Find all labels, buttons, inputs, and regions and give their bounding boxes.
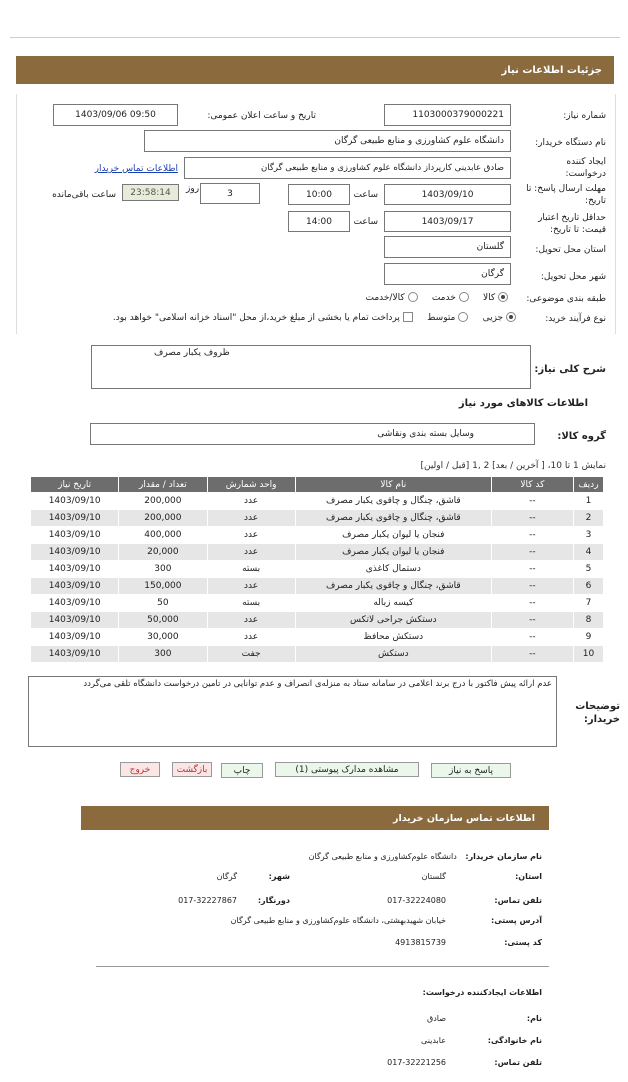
process-option-medium[interactable]: متوسط bbox=[427, 313, 468, 323]
table-row bbox=[31, 510, 604, 527]
send-time-label: ساعت bbox=[353, 190, 378, 200]
contact-postal-label: کد پستی: bbox=[504, 938, 542, 947]
buyer-org-field: دانشگاه علوم کشاورزی و منابع طبیعی گرگان bbox=[144, 130, 511, 152]
item-name: قاشق، چنگال و چاقوی یکبار مصرف bbox=[295, 510, 491, 527]
category-label: طبقه بندی موضوعی: bbox=[526, 294, 606, 304]
item-date: 1403/09/10 bbox=[31, 629, 119, 646]
item-unit: عدد bbox=[207, 629, 295, 646]
row-number: 8 bbox=[573, 612, 603, 629]
item-date: 1403/09/10 bbox=[31, 578, 119, 595]
contact-phone: 017-32224080 bbox=[387, 896, 446, 905]
item-qty: 400,000 bbox=[119, 527, 207, 544]
contact-province: گلستان bbox=[421, 872, 446, 881]
contact-fax: 017-32227867 bbox=[178, 896, 237, 905]
contact-address-label: آدرس پستی: bbox=[491, 916, 542, 925]
table-row bbox=[31, 629, 604, 646]
process-label: نوع فرآیند خرید: bbox=[545, 314, 606, 324]
need-number-field: 1103000379000221 bbox=[384, 104, 511, 126]
item-qty: 300 bbox=[119, 646, 207, 663]
summary-field: ظروف یکبار مصرف bbox=[91, 345, 531, 389]
category-option-both[interactable]: کالا/خدمت bbox=[365, 293, 417, 303]
item-code: -- bbox=[491, 527, 573, 544]
exit-button[interactable]: خروج bbox=[120, 762, 160, 777]
contact-province-label: استان: bbox=[515, 872, 542, 881]
radio-icon[interactable] bbox=[408, 292, 418, 302]
item-date: 1403/09/10 bbox=[31, 646, 119, 663]
row-number: 1 bbox=[573, 493, 603, 510]
contact-title: اطلاعات تماس سازمان خریدار bbox=[392, 812, 535, 824]
item-unit: عدد bbox=[207, 493, 295, 510]
item-code: -- bbox=[491, 578, 573, 595]
creator-field: صادق عابدینی کارپرداز دانشگاه علوم کشاورزی و منابع طبیعی گرگان bbox=[184, 157, 511, 179]
item-date: 1403/09/10 bbox=[31, 544, 119, 561]
creator-last-name: عابدینی bbox=[421, 1036, 446, 1045]
item-name: فنجان یا لیوان یکبار مصرف bbox=[295, 544, 491, 561]
items-table bbox=[30, 476, 604, 663]
item-unit: بسته bbox=[207, 561, 295, 578]
col-row: ردیف bbox=[573, 477, 603, 493]
item-unit: عدد bbox=[207, 527, 295, 544]
col-qty: تعداد / مقدار bbox=[119, 477, 207, 493]
item-name: قاشق، چنگال و چاقوی یکبار مصرف bbox=[295, 578, 491, 595]
item-name: دستمال کاغذی bbox=[295, 561, 491, 578]
contact-city-label: شهر: bbox=[268, 872, 290, 881]
need-number-label: شماره نیاز: bbox=[563, 111, 606, 121]
province-label: استان محل تحویل: bbox=[535, 245, 606, 255]
item-code: -- bbox=[491, 612, 573, 629]
item-unit: عدد bbox=[207, 612, 295, 629]
item-unit: بسته bbox=[207, 595, 295, 612]
creator-phone: 017-32221256 bbox=[387, 1058, 446, 1067]
item-name: قاشق، چنگال و چاقوی یکبار مصرف bbox=[295, 493, 491, 510]
remaining-label: ساعت باقی‌مانده bbox=[52, 190, 116, 200]
send-time-field: 10:00 bbox=[288, 184, 350, 205]
table-row bbox=[31, 646, 604, 663]
treasury-payment-option[interactable]: پرداخت تمام یا بخشی از مبلغ خرید،از محل "اسناد خزانه اسلامی" خواهد بود. bbox=[113, 313, 413, 323]
contact-org: نام سازمان خریدار: دانشگاه علوم‌کشاورزی و منابع طبیعی گرگان bbox=[308, 852, 542, 861]
contact-divider bbox=[96, 966, 549, 967]
item-qty: 20,000 bbox=[119, 544, 207, 561]
creator-first-name: صادق bbox=[427, 1014, 446, 1023]
table-row bbox=[31, 527, 604, 544]
radio-icon[interactable] bbox=[498, 292, 508, 302]
radio-icon[interactable] bbox=[506, 312, 516, 322]
row-number: 3 bbox=[573, 527, 603, 544]
item-unit: عدد bbox=[207, 510, 295, 527]
creator-info-title: اطلاعات ایجادکننده درخواست: bbox=[422, 988, 542, 997]
attachments-button[interactable]: مشاهده مدارک پیوستی (1) bbox=[275, 762, 419, 777]
province-field: گلستان bbox=[384, 236, 511, 258]
table-row bbox=[31, 612, 604, 629]
item-code: -- bbox=[491, 544, 573, 561]
pagination[interactable]: نمایش 1 تا 10، [ آخرین / بعد] 2 ,1 [قبل / اولین] bbox=[420, 461, 606, 471]
radio-icon[interactable] bbox=[459, 292, 469, 302]
category-radio-group bbox=[208, 292, 508, 303]
row-number: 6 bbox=[573, 578, 603, 595]
table-header-row bbox=[31, 477, 604, 493]
col-name: نام کالا bbox=[295, 477, 491, 493]
item-code: -- bbox=[491, 493, 573, 510]
item-date: 1403/09/10 bbox=[31, 510, 119, 527]
group-field: وسایل بسته بندی ونقاشی bbox=[90, 423, 535, 445]
days-label: روز bbox=[186, 184, 200, 194]
reply-button[interactable]: پاسخ به نیاز bbox=[431, 763, 511, 778]
item-qty: 150,000 bbox=[119, 578, 207, 595]
checkbox-icon[interactable] bbox=[403, 312, 413, 322]
item-qty: 300 bbox=[119, 561, 207, 578]
row-number: 4 bbox=[573, 544, 603, 561]
contact-fax-label: دورنگار: bbox=[257, 896, 290, 905]
print-button[interactable]: چاپ bbox=[221, 763, 263, 778]
table-row bbox=[31, 544, 604, 561]
summary-label: شرح کلی نیاز: bbox=[534, 364, 606, 375]
item-name: دستکش جراحی لاتکس bbox=[295, 612, 491, 629]
announce-field: 1403/09/06 09:50 bbox=[53, 104, 178, 126]
item-name: کیسه زباله bbox=[295, 595, 491, 612]
contact-title-bar bbox=[81, 806, 549, 830]
contact-address: خیابان شهیدبهشتی، دانشگاه علوم‌کشاورزی و منابع طبیعی گرگان bbox=[230, 916, 446, 925]
item-code: -- bbox=[491, 595, 573, 612]
days-field: 3 bbox=[200, 183, 260, 204]
send-deadline-label: مهلت ارسال پاسخ: تا تاریخ: bbox=[526, 184, 606, 206]
validity-time-label: ساعت bbox=[353, 217, 378, 227]
back-button[interactable]: بازگشت bbox=[172, 762, 212, 777]
notes-label: توضیحات خریدار: bbox=[575, 701, 620, 725]
item-qty: 50 bbox=[119, 595, 207, 612]
process-radio-group bbox=[0, 312, 516, 323]
contact-buyer-link[interactable]: اطلاعات تماس خریدار bbox=[94, 164, 178, 174]
notes-field: عدم ارائه پیش فاکتور با درج برند اعلامی در سامانه ستاد به منزله‌ی انصراف و عدم توانایی در تامین درخواست دانشگاه تلقی می‌گردد bbox=[28, 676, 557, 747]
city-label: شهر محل تحویل: bbox=[540, 272, 606, 282]
creator-first-name-label: نام: bbox=[526, 1014, 542, 1023]
item-qty: 200,000 bbox=[119, 493, 207, 510]
validity-time-field: 14:00 bbox=[288, 211, 350, 232]
item-name: دستکش bbox=[295, 646, 491, 663]
creator-phone-label: تلفن تماس: bbox=[494, 1058, 542, 1067]
item-date: 1403/09/10 bbox=[31, 612, 119, 629]
row-number: 2 bbox=[573, 510, 603, 527]
top-divider bbox=[10, 37, 620, 38]
item-date: 1403/09/10 bbox=[31, 561, 119, 578]
item-unit: عدد bbox=[207, 578, 295, 595]
buyer-org-label: نام دستگاه خریدار: bbox=[535, 138, 606, 148]
contact-city: گرگان bbox=[216, 872, 237, 881]
col-code: کد کالا bbox=[491, 477, 573, 493]
creator-last-name-label: نام خانوادگی: bbox=[487, 1036, 542, 1045]
item-date: 1403/09/10 bbox=[31, 493, 119, 510]
city-field: گرگان bbox=[384, 263, 511, 285]
validity-date-field: 1403/09/17 bbox=[384, 211, 511, 232]
table-row bbox=[31, 561, 604, 578]
process-option-minor[interactable]: جزیی bbox=[483, 313, 516, 323]
item-qty: 200,000 bbox=[119, 510, 207, 527]
table-row bbox=[31, 493, 604, 510]
group-label: گروه کالا: bbox=[557, 431, 606, 442]
category-option-service[interactable]: خدمت bbox=[432, 293, 469, 303]
item-code: -- bbox=[491, 510, 573, 527]
item-qty: 50,000 bbox=[119, 612, 207, 629]
item-code: -- bbox=[491, 629, 573, 646]
creator-label: ایجاد کننده درخواست: bbox=[565, 157, 606, 179]
item-code: -- bbox=[491, 561, 573, 578]
col-date: تاریخ نیاز bbox=[31, 477, 119, 493]
category-option-goods[interactable]: کالا bbox=[483, 293, 508, 303]
item-unit: جفت bbox=[207, 646, 295, 663]
goods-section-title: اطلاعات کالاهای مورد نیاز bbox=[458, 398, 588, 409]
table-row bbox=[31, 578, 604, 595]
page-title-bar bbox=[16, 56, 614, 84]
item-date: 1403/09/10 bbox=[31, 595, 119, 612]
item-name: دستکش محافظ bbox=[295, 629, 491, 646]
item-code: -- bbox=[491, 646, 573, 663]
contact-phone-label: تلفن تماس: bbox=[494, 896, 542, 905]
send-date-field: 1403/09/10 bbox=[384, 184, 511, 205]
radio-icon[interactable] bbox=[458, 312, 468, 322]
remaining-time-field: 23:58:14 bbox=[122, 184, 179, 201]
row-number: 9 bbox=[573, 629, 603, 646]
announce-label: تاریخ و ساعت اعلان عمومی: bbox=[207, 111, 316, 121]
item-name: فنجان یا لیوان یکبار مصرف bbox=[295, 527, 491, 544]
row-number: 5 bbox=[573, 561, 603, 578]
item-unit: عدد bbox=[207, 544, 295, 561]
table-row bbox=[31, 595, 604, 612]
min-validity-label: حداقل تاریخ اعتبار قیمت: تا تاریخ: bbox=[538, 213, 606, 235]
row-number: 7 bbox=[573, 595, 603, 612]
contact-postal: 4913815739 bbox=[395, 938, 446, 947]
row-number: 10 bbox=[573, 646, 603, 663]
item-qty: 30,000 bbox=[119, 629, 207, 646]
page-title: جزئیات اطلاعات نیاز bbox=[501, 64, 602, 76]
item-date: 1403/09/10 bbox=[31, 527, 119, 544]
table-body bbox=[31, 493, 604, 663]
col-unit: واحد شمارش bbox=[207, 477, 295, 493]
